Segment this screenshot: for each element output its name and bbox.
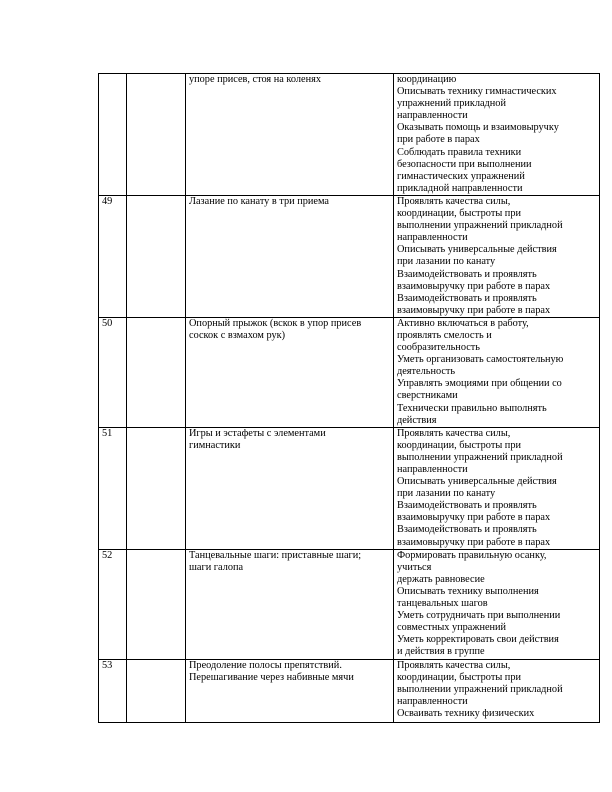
table-row	[99, 659, 600, 722]
lesson-topic: упоре присев, стоя на коленях	[186, 74, 394, 196]
date-cell	[127, 549, 186, 659]
table-row	[99, 427, 600, 549]
lesson-topic: Преодоление полосы препятствий. Перешагивание через набивные мячи	[186, 659, 394, 722]
lesson-topic: Лазание по канату в три приема	[186, 195, 394, 317]
date-cell	[127, 195, 186, 317]
lesson-number: 53	[99, 659, 127, 722]
lesson-topic: Опорный прыжок (вскок в упор присев соскок с взмахом рук)	[186, 317, 394, 427]
student-activities: Проявлять качества силы, координации, быстроты при выполнении упражнений прикладной направленности Описывать универсальные действия при лазании по канату Взаимодействовать и проявлять взаимовыручку при работе в парах Взаимодействовать и проявлять взаимовыручку при работе в парах	[394, 427, 600, 549]
lesson-topic: Танцевальные шаги: приставные шаги; шаги галопа	[186, 549, 394, 659]
lesson-number: 52	[99, 549, 127, 659]
lesson-number: 50	[99, 317, 127, 427]
date-cell	[127, 317, 186, 427]
table-row	[99, 317, 600, 427]
student-activities: Формировать правильную осанку, учиться держать равновесие Описывать технику выполнения танцевальных шагов Уметь сотрудничать при выполнении совместных упражнений Уметь корректировать свои действия и действия в группе	[394, 549, 600, 659]
table-row	[99, 195, 600, 317]
lesson-number	[99, 74, 127, 196]
student-activities: Проявлять качества силы, координации, быстроты при выполнении упражнений прикладной направленности Описывать универсальные действия при лазании по канату Взаимодействовать и проявлять взаимовыручку при работе в парах Взаимодействовать и проявлять взаимовыручку при работе в парах	[394, 195, 600, 317]
date-cell	[127, 659, 186, 722]
date-cell	[127, 427, 186, 549]
student-activities: Активно включаться в работу, проявлять смелость и сообразительность Уметь организовать самостоятельную деятельность Управлять эмоциями при общении со сверстниками Технически правильно выполнять действия	[394, 317, 600, 427]
student-activities: Проявлять качества силы, координации, быстроты при выполнении упражнений прикладной направленности Осваивать технику физических	[394, 659, 600, 722]
lesson-topic: Игры и эстафеты с элементами гимнастики	[186, 427, 394, 549]
lesson-plan-table	[98, 73, 600, 723]
date-cell	[127, 74, 186, 196]
table-row	[99, 74, 600, 196]
lesson-number: 49	[99, 195, 127, 317]
lesson-number: 51	[99, 427, 127, 549]
student-activities: координацию Описывать технику гимнастических упражнений прикладной направленности Оказывать помощь и взаимовыручку при работе в парах Соблюдать правила техники безопасности при выполнении гимнастических упражнений прикладной направленности	[394, 74, 600, 196]
table-row	[99, 549, 600, 659]
